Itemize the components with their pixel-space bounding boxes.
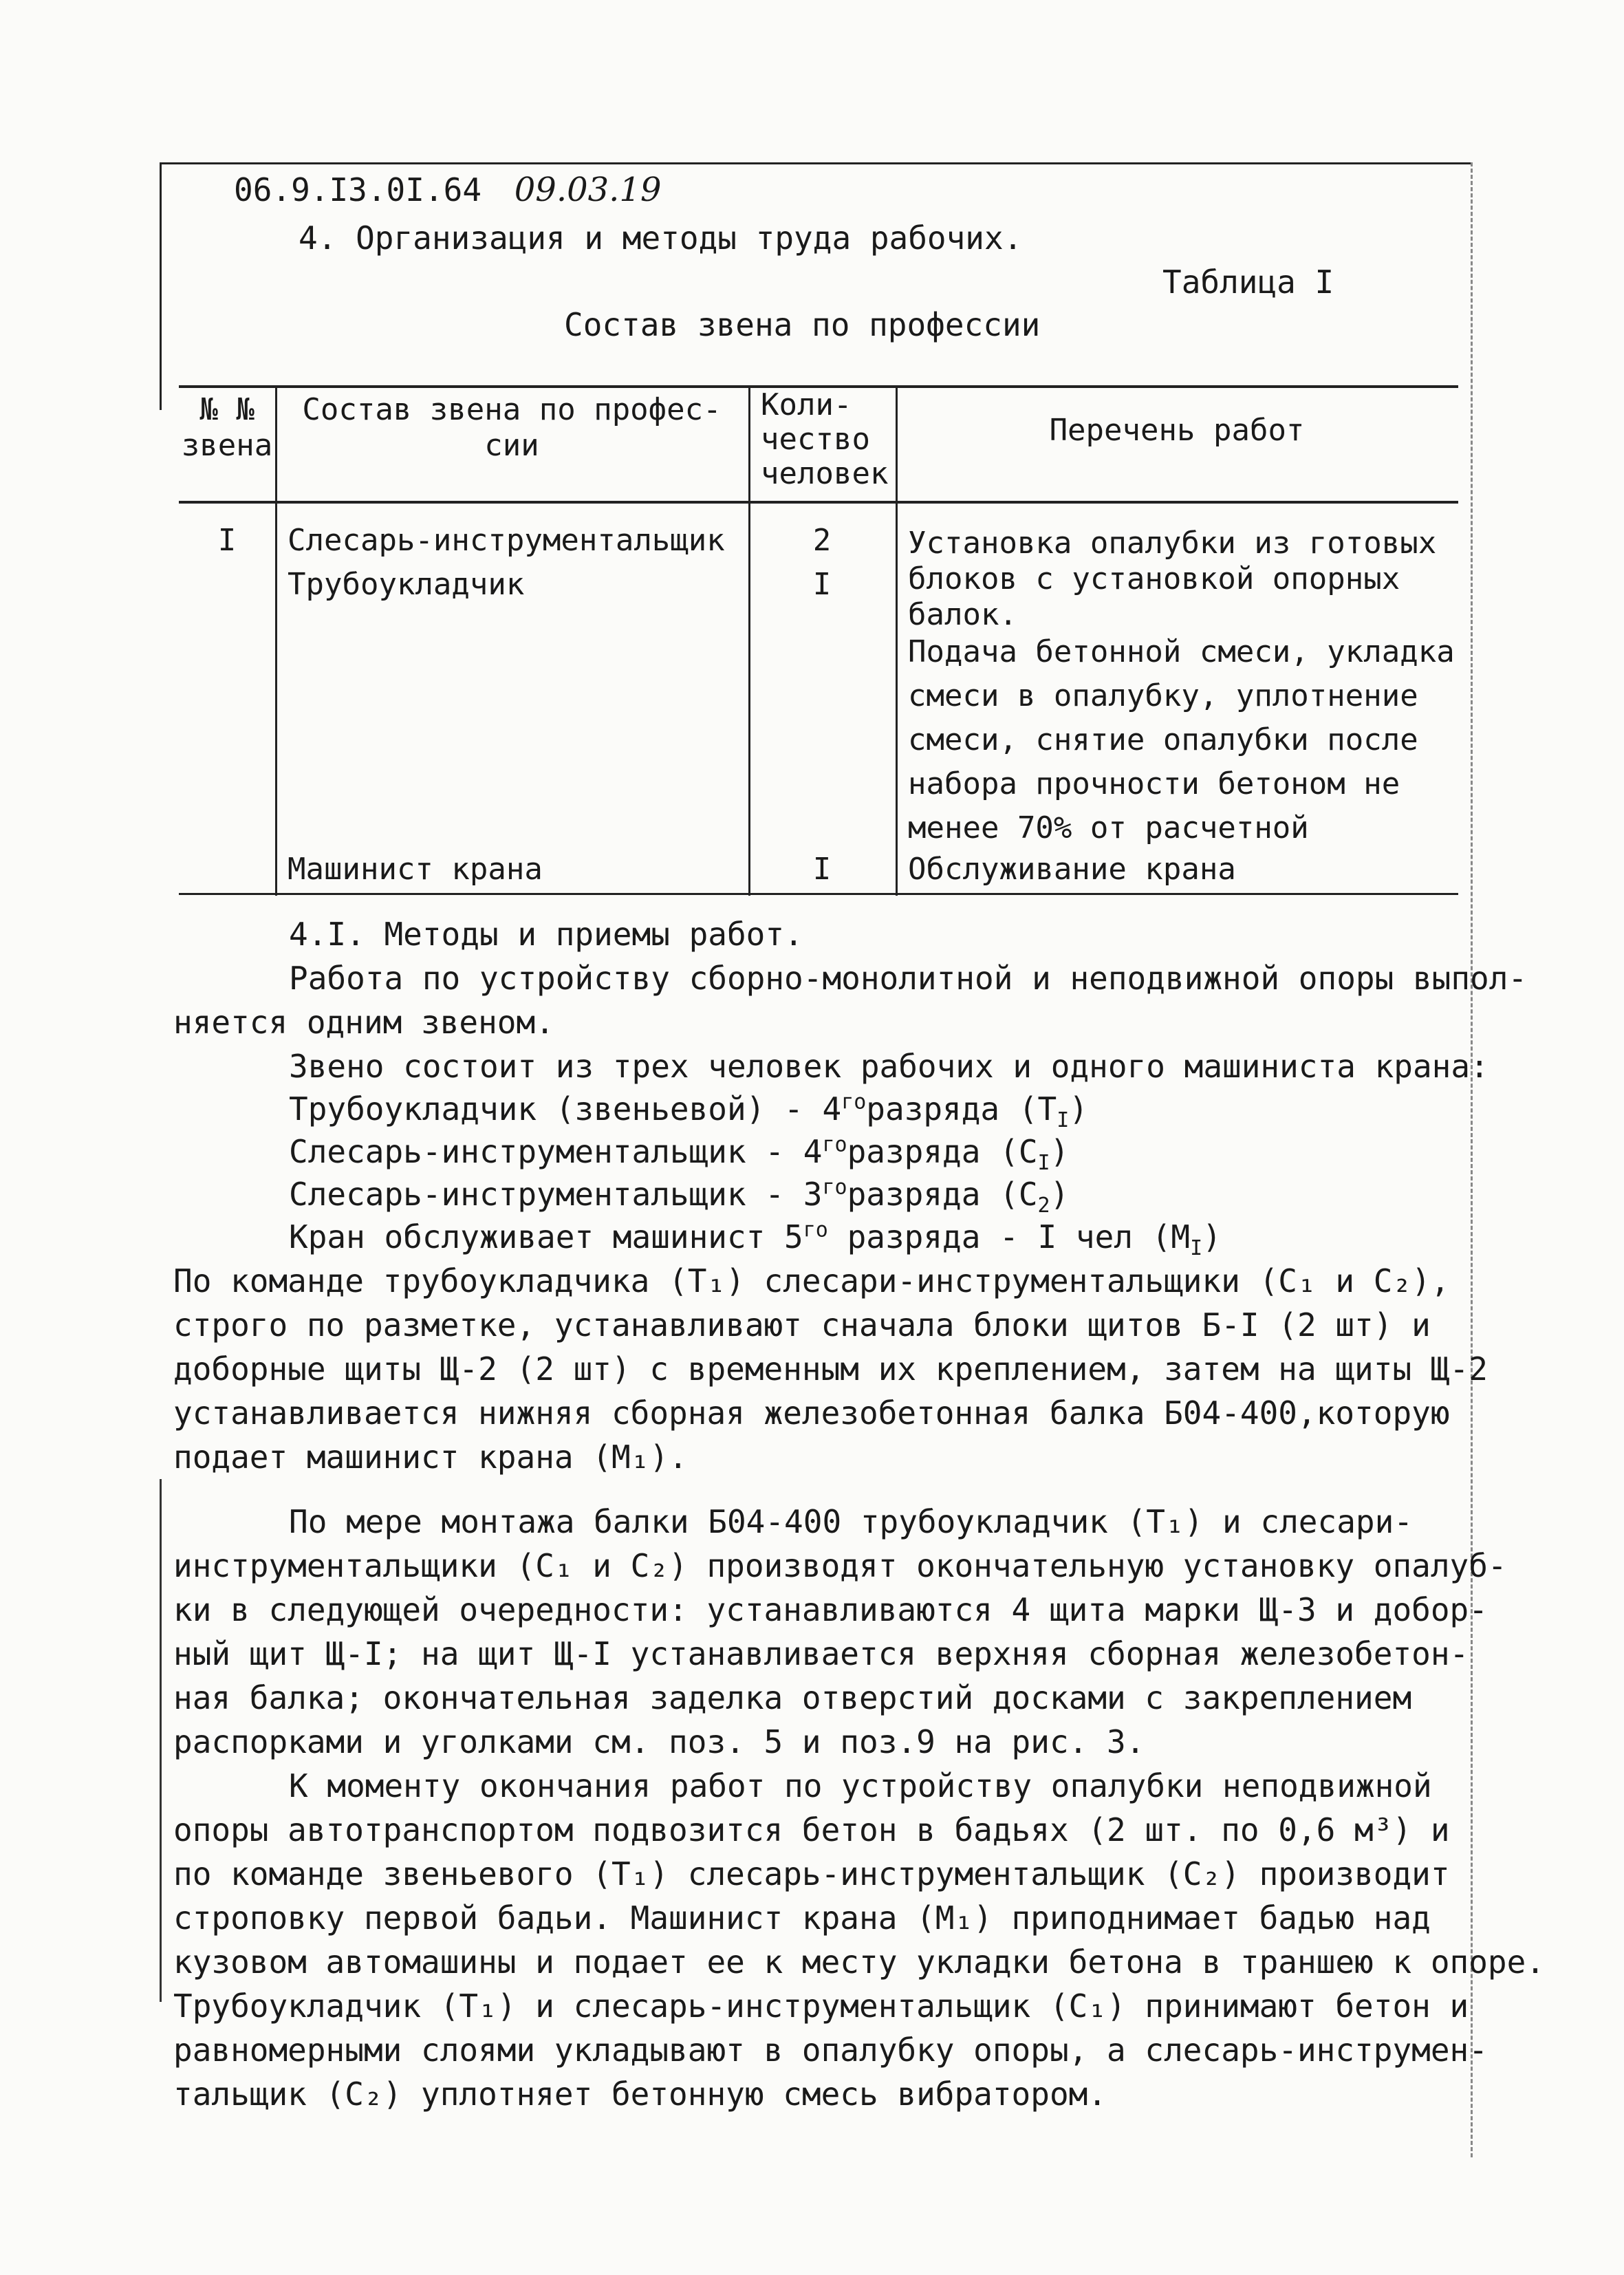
para5-line4: строповку первой бадьи. Машинист крана (М₁) приподнимает бадью над [173, 1899, 1431, 1937]
header-num [179, 392, 275, 464]
crew-2-rank: разряда (С [847, 1133, 1038, 1170]
frame-left-border-lower [160, 1479, 162, 2002]
row-prof-2: Трубоукладчик [288, 567, 525, 602]
table-rule-header [179, 501, 1458, 504]
para5-line2: опоры автотранспортом подвозится бетон в бадьях (2 шт. по 0,6 м³) и [173, 1811, 1450, 1848]
para5-line5: кузовом автомашины и подает ее к месту укладки бетона в траншею к опоре. [173, 1943, 1545, 1981]
crew-2-sub: I [1037, 1151, 1050, 1176]
para3-line2: строго по разметке, устанавливают сначала блоки щитов Б-I (2 шт) и [173, 1306, 1431, 1344]
row-qty-1: 2 [812, 523, 832, 558]
crew-1-sup: го [841, 1090, 867, 1114]
section-title: 4. Организация и методы труда рабочих. [299, 219, 1023, 257]
crew-4-name: Кран обслуживает машинист 5 [289, 1218, 803, 1255]
para4-line2: инструментальщики (С₁ и С₂) производят окончательную установку опалуб- [173, 1547, 1507, 1584]
crew-member-1 [289, 1090, 1088, 1133]
para5-line8: тальщик (С₂) уплотняет бетонную смесь вибратором. [173, 2075, 1107, 2113]
row-work-4: Подача бетонной смеси, укладка [908, 634, 1455, 669]
para4-line4: ный щит Щ-I; на щит Щ-I устанавливается верхняя сборная железобетон- [173, 1635, 1469, 1672]
crew-4-sup: го [803, 1218, 828, 1242]
crew-member-2 [289, 1132, 1070, 1176]
para3-line3: доборные щиты Щ-2 (2 шт) с временным их креплением, затем на щиты Щ-2 [173, 1350, 1488, 1388]
header-profession [275, 392, 748, 464]
crew-4-rank: разряда - I чел (М [827, 1218, 1191, 1255]
crew-1-rank: разряда (Т [866, 1090, 1057, 1128]
frame-right-border [1471, 162, 1473, 2157]
header-works: Перечень работ [1049, 413, 1305, 448]
crew-1-name: Трубоукладчик (звеньевой) - 4 [289, 1090, 842, 1128]
row-qty-3: I [812, 852, 832, 887]
crew-2-name: Слесарь-инструментальщик - 4 [289, 1133, 823, 1170]
para5-line6: Трубоукладчик (Т₁) и слесарь-инструментальщик (С₁) принимают бетон и [173, 1987, 1469, 2025]
para2-line1: Звено состоит из трех человек рабочих и одного машиниста крана: [289, 1048, 1489, 1085]
crew-3-sub: 2 [1037, 1194, 1050, 1218]
crew-3-sup: го [822, 1175, 847, 1200]
row-work-3: балок. [908, 597, 1017, 632]
header-num-line2: звена [181, 428, 273, 463]
para3-line1: По команде трубоукладчика (Т₁) слесари-инструментальщики (С₁ и С₂), [173, 1262, 1450, 1300]
table-label: Таблица I [1162, 263, 1334, 301]
para4-line5: ная балка; окончательная заделка отверстий досками с закреплением [173, 1679, 1412, 1716]
crew-1-sub: I [1057, 1108, 1070, 1133]
crew-3-rank: разряда (С [847, 1176, 1038, 1213]
header-quantity [761, 388, 896, 491]
row-work-6: смеси, снятие опалубки после [908, 722, 1418, 757]
para5-line3: по команде звеньевого (Т₁) слесарь-инструментальщик (С₂) производит [173, 1855, 1450, 1893]
frame-left-border [160, 162, 162, 410]
crew-4-end: ) [1202, 1218, 1222, 1255]
table-caption: Состав звена по профессии [564, 306, 1041, 343]
row-qty-2: I [812, 567, 832, 602]
header-quantity-line1: Коли- [761, 387, 852, 422]
para4-line3: ки в следующей очередности: устанавливаются 4 щита марки Щ-3 и добор- [173, 1591, 1488, 1628]
doc-date: 09.03.19 [514, 171, 662, 209]
row-work-8: менее 70% от расчетной [908, 810, 1309, 845]
crew-2-sup: го [822, 1132, 847, 1157]
crew-3-end: ) [1050, 1176, 1070, 1213]
subsection-title: 4.I. Методы и приемы работ. [289, 916, 803, 953]
para1-line2: няется одним звеном. [173, 1004, 554, 1041]
row-num: I [217, 523, 237, 558]
crew-table [179, 385, 1458, 896]
para3-line5: подает машинист крана (М₁). [173, 1438, 688, 1476]
table-col-divider-3 [896, 385, 898, 896]
crew-4-sub: I [1190, 1236, 1203, 1261]
row-prof-1: Слесарь-инструментальщик [288, 523, 725, 558]
crew-3-name: Слесарь-инструментальщик - 3 [289, 1176, 823, 1213]
row-work-5: смеси в опалубку, уплотнение [908, 678, 1418, 713]
para5-line1: К моменту окончания работ по устройству опалубки неподвижной [289, 1767, 1432, 1804]
row-work-1: Установка опалубки из готовых [908, 526, 1437, 561]
header-profession-line1: Состав звена по профес- [302, 392, 722, 427]
crew-2-end: ) [1050, 1133, 1070, 1170]
header-num-line1: № № [199, 392, 255, 427]
row-prof-3: Машинист крана [288, 852, 543, 887]
crew-1-end: ) [1069, 1090, 1088, 1128]
frame-top-border [160, 162, 1472, 164]
para1-line1: Работа по устройству сборно-монолитной и неподвижной опоры выпол- [289, 960, 1528, 997]
para3-line4: устанавливается нижняя сборная железобетонная балка Б04-400,которую [173, 1394, 1450, 1432]
row-work-9: Обслуживание крана [908, 852, 1236, 887]
row-work-2: блоков с установкой опорных [908, 561, 1400, 596]
para4-line1: По мере монтажа балки Б04-400 трубоукладчик (Т₁) и слесари- [289, 1503, 1413, 1540]
table-col-divider-2 [748, 385, 750, 896]
table-rule-bottom [179, 893, 1458, 895]
para5-line7: равномерными слоями укладывают в опалубку опоры, а слесарь-инструмен- [173, 2031, 1488, 2069]
header-quantity-line3: человек [761, 456, 889, 491]
doc-code: 06.9.I3.0I.64 [234, 171, 482, 208]
row-work-7: набора прочности бетоном не [908, 766, 1400, 801]
crew-member-3 [289, 1175, 1070, 1218]
para4-line6: распорками и уголками см. поз. 5 и поз.9 на рис. 3. [173, 1723, 1145, 1760]
header-quantity-line2: чество [761, 422, 870, 457]
header-profession-line2: сии [484, 428, 539, 463]
crew-member-4 [289, 1218, 1222, 1261]
doc-code-line [234, 171, 661, 209]
